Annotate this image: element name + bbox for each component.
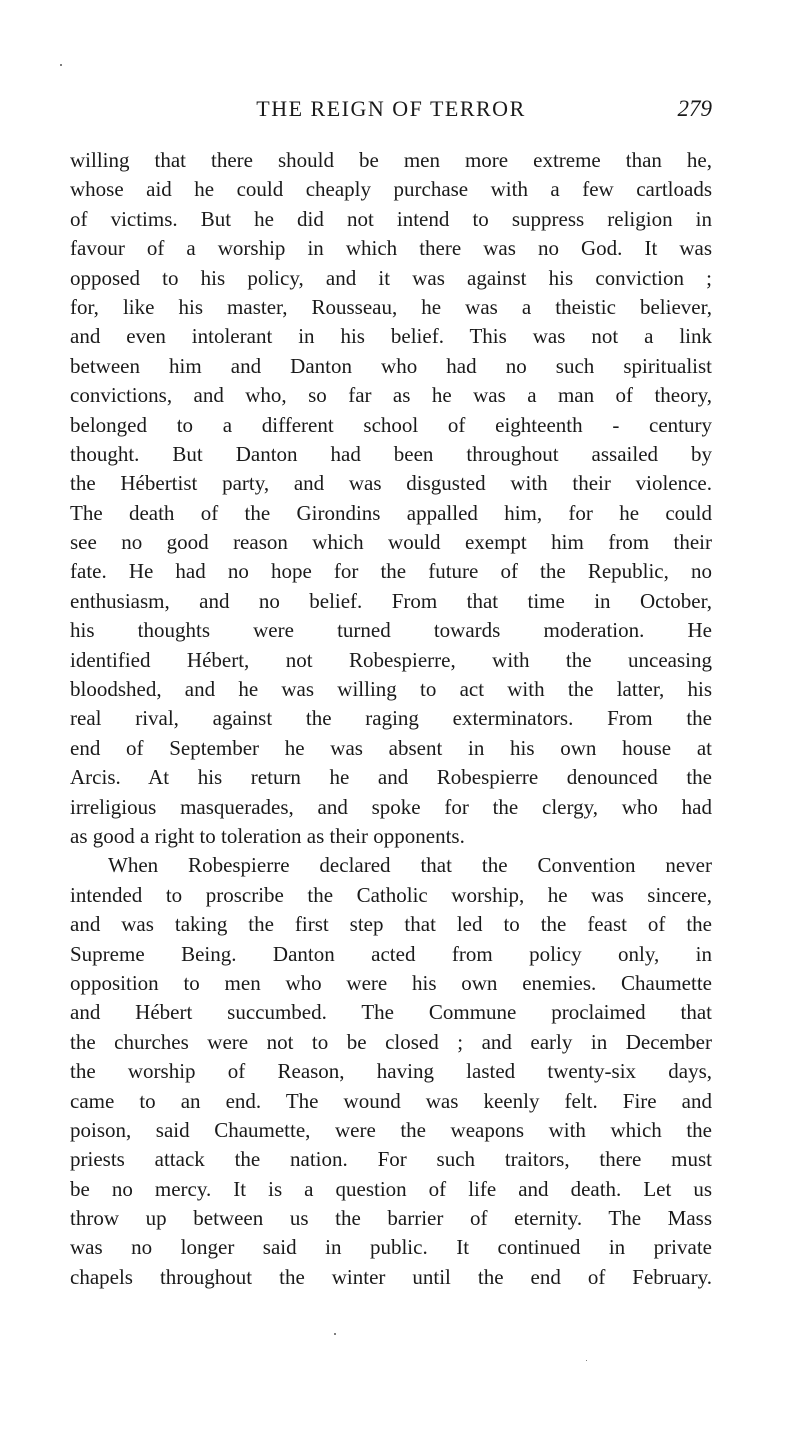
text-line: the worship of Reason, having lasted twenty-six days, [70, 1059, 712, 1084]
text-line: see no good reason which would exempt him from their [70, 530, 712, 555]
text-line: and even intolerant in his belief. This was not a link [70, 324, 712, 349]
text-line: and was taking the first step that led to the feast of the [70, 912, 712, 937]
body-text [70, 146, 712, 1292]
running-head-title: THE REIGN OF TERROR [256, 96, 526, 121]
text-line: convictions, and who, so far as he was a man of theory, [70, 383, 712, 408]
paragraph [70, 851, 712, 1292]
page-number: 279 [677, 96, 712, 121]
text-line: for, like his master, Rousseau, he was a theistic believer, [70, 294, 712, 319]
text-line: came to an end. The wound was keenly felt. Fire and [70, 1088, 712, 1113]
text-line: intended to proscribe the Catholic worship, he was sincere, [70, 882, 712, 907]
paragraph [70, 146, 712, 851]
text-line: was no longer said in public. It continued in private [70, 1235, 712, 1260]
scan-speck [586, 1360, 587, 1361]
text-line: of victims. But he did not intend to suppress religion in [70, 206, 712, 231]
text-line: the Hébertist party, and was disgusted with their violence. [70, 471, 712, 496]
text-line: poison, said Chaumette, were the weapons with which the [70, 1117, 712, 1142]
text-line: fate. He had no hope for the future of the Republic, no [70, 559, 712, 584]
text-line: opposition to men who were his own enemies. Chaumette [70, 970, 712, 995]
scan-speck [60, 64, 62, 66]
text-line: irreligious masquerades, and spoke for the clergy, who had [70, 794, 712, 819]
text-line: chapels throughout the winter until the end of February. [70, 1264, 712, 1289]
text-line: and Hébert succumbed. The Commune proclaimed that [70, 1000, 712, 1025]
text-line: opposed to his policy, and it was against his conviction ; [70, 265, 712, 290]
text-line: as good a right to toleration as their opponents. [70, 823, 465, 848]
text-line: bloodshed, and he was willing to act with the latter, his [70, 677, 712, 702]
text-line: be no mercy. It is a question of life and death. Let us [70, 1176, 712, 1201]
text-line: his thoughts were turned towards moderation. He [70, 618, 712, 643]
text-line: Arcis. At his return he and Robespierre denounced the [70, 765, 712, 790]
text-line: When Robespierre declared that the Convention never [108, 853, 712, 878]
text-line: Supreme Being. Danton acted from policy only, in [70, 941, 712, 966]
text-line: identified Hébert, not Robespierre, with the unceasing [70, 647, 712, 672]
text-line: priests attack the nation. For such traitors, there must [70, 1147, 712, 1172]
text-line: real rival, against the raging exterminators. From the [70, 706, 712, 731]
text-line: end of September he was absent in his own house at [70, 735, 712, 760]
text-line: the churches were not to be closed ; and early in December [70, 1029, 712, 1054]
text-line: enthusiasm, and no belief. From that time in October, [70, 588, 712, 613]
text-line: favour of a worship in which there was no God. It was [70, 236, 712, 261]
text-line: thought. But Danton had been throughout assailed by [70, 441, 712, 466]
text-line: willing that there should be men more extreme than he, [70, 148, 712, 172]
text-line: belonged to a different school of eighteenth - century [70, 412, 712, 437]
running-head [70, 94, 712, 124]
text-line: The death of the Girondins appalled him, for he could [70, 500, 712, 525]
text-line: whose aid he could cheaply purchase with a few cartloads [70, 177, 712, 202]
scan-speck [334, 1333, 336, 1335]
text-line: throw up between us the barrier of eternity. The Mass [70, 1206, 712, 1231]
text-line: between him and Danton who had no such spiritualist [70, 353, 712, 378]
